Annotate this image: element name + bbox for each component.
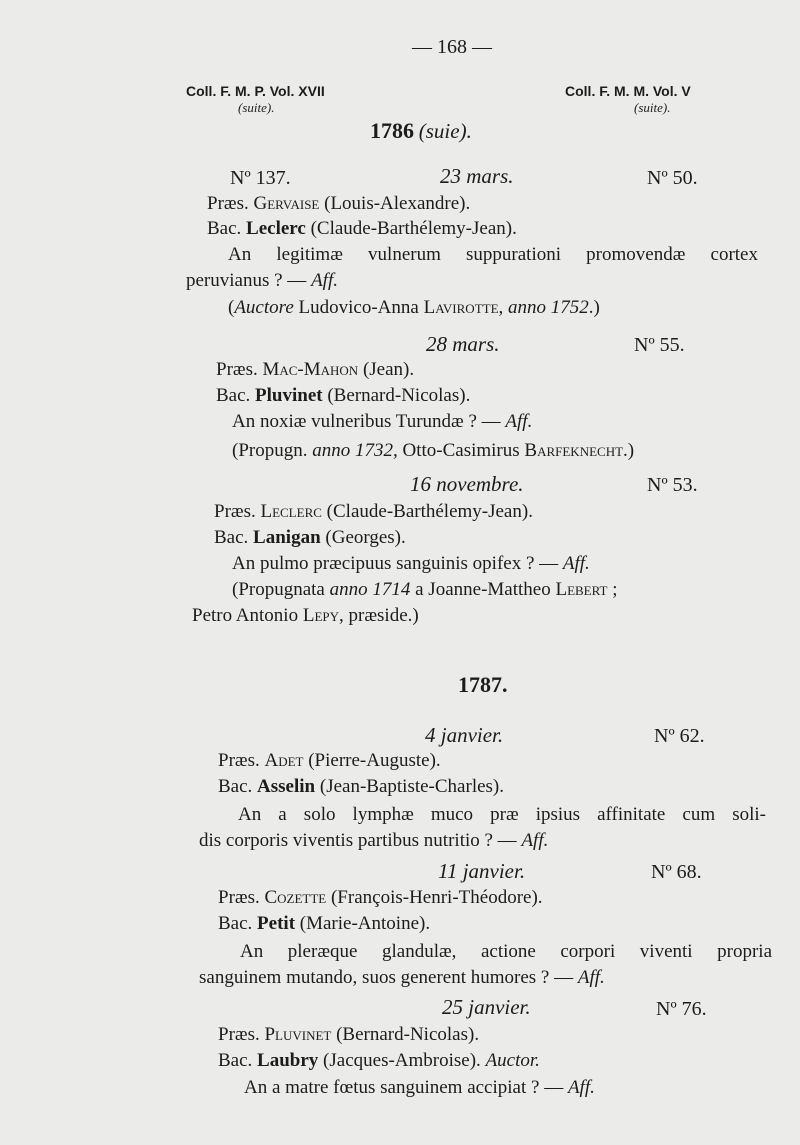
page-number: — 168 — [412,36,492,58]
entry6-number-right: Nº 76. [656,998,707,1020]
entry4-number-right: Nº 62. [654,725,705,747]
entry1-number-left: Nº 137. [230,167,291,189]
entry3-note-line1: (Propugnata anno 1714 a Joanne-Mattheo Lebert ; [232,579,618,600]
entry2-praeses: Præs. Mac-Mahon (Jean). [216,359,415,380]
entry6-date: 25 janvier. [442,995,531,1019]
entry2-number-right: Nº 55. [634,334,685,356]
header-left-sub: (suite). [238,100,275,115]
entry3-number-right: Nº 53. [647,474,698,496]
entry4-question-line1: An a solo lymphæ muco præ ipsius affinitate cum soli- [238,804,766,825]
entry1-question-line2: peruvianus ? — Aff. [186,270,338,291]
entry1-number-right: Nº 50. [647,167,698,189]
entry4-bachelor: Bac. Asselin (Jean-Baptiste-Charles). [218,776,505,797]
entry2-note: (Propugn. anno 1732, Otto-Casimirus Barfeknecht.) [232,440,635,461]
entry5-question-line2: sanguinem mutando, suos generent humores ? — Aff. [199,967,605,988]
header-right-sub: (suite). [634,100,671,115]
entry2-date: 28 mars. [426,332,500,356]
entry3-bachelor: Bac. Lanigan (Georges). [214,527,406,548]
entry4-question-line2: dis corporis viventis partibus nutritio ? — Aff. [199,830,549,851]
entry1-praeses: Præs. Gervaise (Louis-Alexandre). [207,193,471,214]
entry6-bachelor: Bac. Laubry (Jacques-Ambroise). Auctor. [218,1050,540,1071]
entry1-note: (Auctore Ludovico-Anna Lavirotte, anno 1752.) [228,297,600,318]
entry5-number-right: Nº 68. [651,861,702,883]
entry5-praeses: Præs. Cozette (François-Henri-Théodore). [218,887,543,908]
entry4-praeses: Præs. Adet (Pierre-Auguste). [218,750,441,771]
year-1786: 1786 [370,118,414,143]
entry2-bachelor: Bac. Pluvinet (Bernard-Nicolas). [216,385,471,406]
entry1-question-line1: An legitimæ vulnerum suppurationi promovendæ cortex [228,244,758,265]
entry6-question: An a matre fœtus sanguinem accipiat ? — Aff. [244,1077,595,1098]
entry6-praeses: Præs. Pluvinet (Bernard-Nicolas). [218,1024,480,1045]
entry3-praeses: Præs. Leclerc (Claude-Barthélemy-Jean). [214,501,533,522]
entry5-date: 11 janvier. [438,859,526,883]
entry5-question-line1: An pleræque glandulæ, actione corpori viventi propria [240,941,772,962]
year-1786-note: (suie). [418,119,472,143]
entry4-date: 4 janvier. [425,723,504,747]
entry2-question: An noxiæ vulneribus Turundæ ? — Aff. [232,411,533,432]
entry5-bachelor: Bac. Petit (Marie-Antoine). [218,913,431,934]
entry1-date: 23 mars. [440,164,514,188]
header-left-title: Coll. F. M. P. Vol. XVII [186,83,325,99]
entry3-date: 16 novembre. [410,472,524,496]
year-heading-1786 [370,120,472,144]
year-heading-1787: 1787. [458,672,508,697]
header-right-title: Coll. F. M. M. Vol. V [565,83,691,99]
entry3-note-line2: Petro Antonio Lepy, præside.) [192,605,419,626]
entry1-bachelor: Bac. Leclerc (Claude-Barthélemy-Jean). [207,218,517,239]
entry3-question: An pulmo præcipuus sanguinis opifex ? — Aff. [232,553,590,574]
